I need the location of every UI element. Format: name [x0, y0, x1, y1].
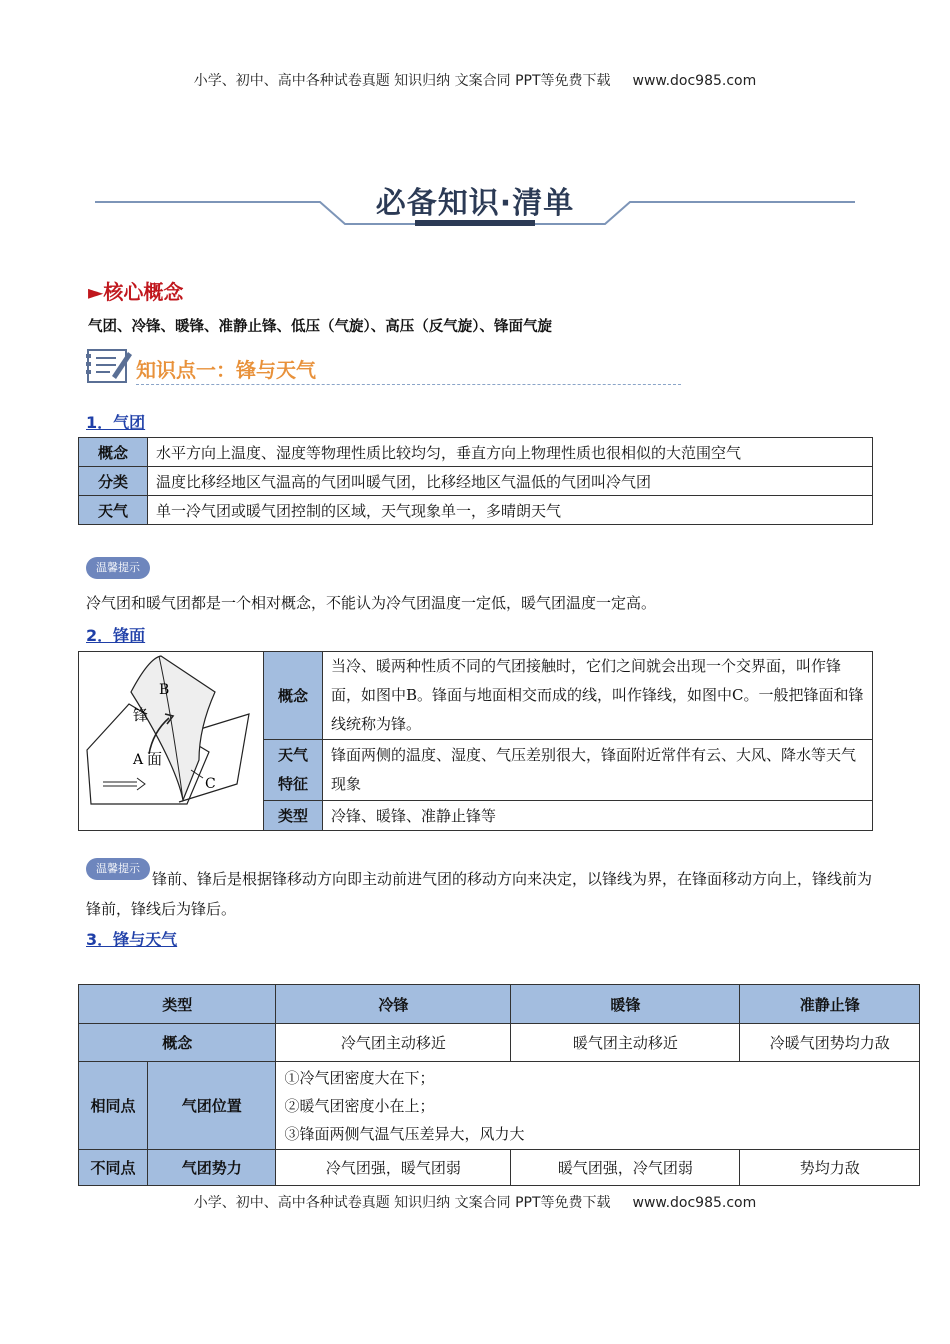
- row-label-line: 特征: [277, 775, 308, 793]
- position-line: ②暖气团密度小在上；: [284, 1096, 435, 1115]
- column-header: 准静止锋: [740, 985, 920, 1024]
- position-cell: [276, 1062, 920, 1150]
- table-row: [79, 652, 873, 740]
- row-text: 温度比移经地区气温高的气团叫暖气团，比移经地区气温低的气团叫冷气团: [148, 467, 873, 496]
- row-label: 不同点: [79, 1150, 148, 1186]
- banner-title: 必备知识·清单: [375, 186, 575, 221]
- air-mass-table: [78, 437, 873, 525]
- tip-badge: 温馨提示: [86, 557, 150, 579]
- row-text: 锋面两侧的温度、湿度、气压差别很大，锋面附近常伴有云、大风、降水等天气现象: [323, 740, 873, 801]
- core-concepts-list: 气团、冷锋、暖锋、准静止锋、低压（气旋）、高压（反气旋）、锋面气旋: [88, 319, 552, 335]
- row-label: 类型: [264, 801, 323, 831]
- table-header-row: [79, 985, 920, 1024]
- row-sublabel: 气团势力: [148, 1150, 276, 1186]
- row-label: 相同点: [79, 1062, 148, 1150]
- row-label: 天气: [79, 496, 148, 525]
- header-site[interactable]: www.doc985.com: [632, 73, 757, 89]
- front-diagram-cell: [79, 652, 264, 831]
- table-row: [79, 496, 873, 525]
- table-row: [79, 1024, 920, 1062]
- position-line: ③锋面两侧气温气压差异大，风力大: [284, 1124, 525, 1143]
- table-cell: 势均力敌: [740, 1150, 920, 1186]
- core-title-text: 核心概念: [103, 280, 184, 304]
- table-row: [79, 1062, 920, 1150]
- row-label: 概念: [79, 438, 148, 467]
- table-cell: 冷暖气团势均力敌: [740, 1024, 920, 1062]
- table-cell: 暖气团主动移近: [511, 1024, 740, 1062]
- section2-heading: 2．锋面: [86, 626, 146, 645]
- front-table: [78, 651, 873, 831]
- triangle-marker-icon: ►: [88, 280, 104, 304]
- row-text: 单一冷气团或暖气团控制的区域，天气现象单一，多晴朗天气: [148, 496, 873, 525]
- row-label-line: 天气: [277, 746, 308, 764]
- footer-text: 小学、初中、高中各种试卷真题 知识归纳 文案合同 PPT等免费下载: [193, 1195, 611, 1211]
- row-text: 水平方向上温度、湿度等物理性质比较均匀，垂直方向上物理性质也很相似的大范围空气: [148, 438, 873, 467]
- column-header: 冷锋: [276, 985, 511, 1024]
- position-line: ①冷气团密度大在下；: [284, 1068, 435, 1087]
- table-row: [79, 1150, 920, 1186]
- dashed-divider: [136, 384, 681, 385]
- tip2-text: 锋前、锋后是根据锋移动方向即主动前进气团的移动方向来决定，以锋线为界，在锋面移动方向上，锋线前为锋前，锋线后为锋后。: [86, 870, 873, 918]
- column-header: 类型: [79, 985, 276, 1024]
- table-row: [79, 438, 873, 467]
- footer-site[interactable]: www.doc985.com: [632, 1195, 757, 1211]
- page-footer: [0, 1192, 950, 1212]
- knowledge-point-title: 知识点一：锋与天气: [136, 358, 316, 382]
- row-sublabel: 气团位置: [148, 1062, 276, 1150]
- diagram-label-a: A: [133, 752, 144, 768]
- diagram-label-c: C: [205, 776, 216, 792]
- diagram-label-feng: 锋: [133, 706, 149, 724]
- tip-badge: 温馨提示: [86, 858, 150, 880]
- row-label: 概念: [79, 1024, 276, 1062]
- section1-heading: 1．气团: [86, 413, 146, 432]
- core-concepts-title: [88, 276, 183, 305]
- column-header: 暖锋: [511, 985, 740, 1024]
- table-row: [79, 467, 873, 496]
- row-label: 分类: [79, 467, 148, 496]
- row-text: 冷锋、暖锋、准静止锋等: [323, 801, 873, 831]
- tip1-text: 冷气团和暖气团都是一个相对概念，不能认为冷气团温度一定低，暖气团温度一定高。: [86, 594, 657, 612]
- header-text: 小学、初中、高中各种试卷真题 知识归纳 文案合同 PPT等免费下载: [193, 73, 611, 89]
- row-text: 当冷、暖两种性质不同的气团接触时，它们之间就会出现一个交界面，叫作锋面，如图中B。锋面与地面相交而成的线，叫作锋线，如图中C。一般把锋面和锋线统称为锋。: [323, 652, 873, 740]
- table-cell: 冷气团强，暖气团弱: [276, 1150, 511, 1186]
- front-diagram: [79, 652, 263, 830]
- diagram-label-b: B: [159, 682, 170, 698]
- table-cell: 暖气团强，冷气团弱: [511, 1150, 740, 1186]
- section3-heading: 3．锋与天气: [86, 930, 178, 949]
- page-header: [0, 70, 950, 90]
- row-label: [264, 740, 323, 801]
- row-label: 概念: [264, 652, 323, 740]
- front-weather-table: [78, 984, 920, 1186]
- table-cell: 冷气团主动移近: [276, 1024, 511, 1062]
- diagram-label-mian: 面: [147, 750, 163, 768]
